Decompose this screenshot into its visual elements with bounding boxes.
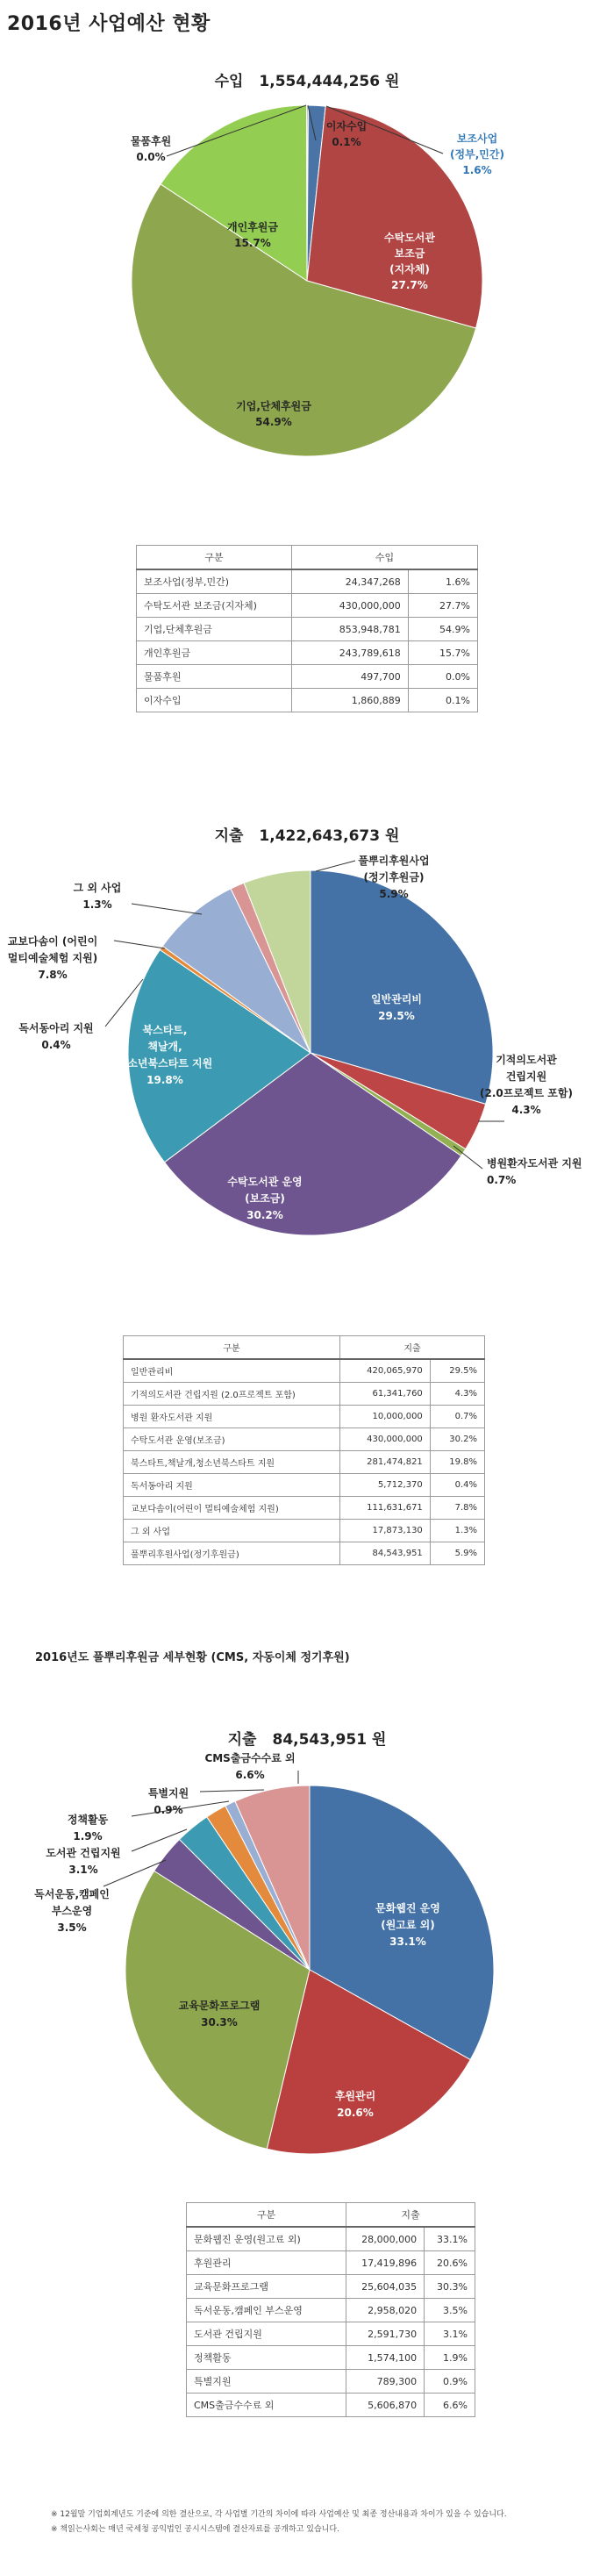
table-header: 지출 bbox=[340, 1336, 485, 1360]
slice-label: 개인후원금 15.7% bbox=[227, 221, 278, 249]
table-cell: 개인후원금 bbox=[137, 641, 292, 665]
slice-label: 병원환자도서관 지원 0.7% bbox=[487, 1157, 582, 1186]
income-pie-chart bbox=[0, 0, 614, 526]
table-cell: 15.7% bbox=[408, 641, 477, 665]
slice-label: 교육문화프로그램 30.3% bbox=[178, 2000, 261, 2029]
slice-label: 독서동아리 지원 0.4% bbox=[18, 1022, 94, 1051]
slice-label: 물품후원 0.0% bbox=[130, 135, 172, 163]
table-cell: 수탁도서관 운영(보조금) bbox=[124, 1428, 340, 1451]
table-cell: 1,574,100 bbox=[346, 2346, 425, 2370]
footnote: ※ 12월말 기업회계년도 기준에 의한 결산으로, 각 사업별 기간의 차이에 따라 사업예산 및 최종 정산내용과 차이가 있을 수 있습니다. bbox=[51, 2510, 507, 2519]
table-cell: 교육문화프로그램 bbox=[187, 2275, 346, 2299]
table-cell: 교보다솜이(어린이 멀티예술체험 지원) bbox=[124, 1497, 340, 1520]
table-header: 수입 bbox=[292, 546, 478, 570]
table-cell: 이자수입 bbox=[137, 689, 292, 712]
table-row bbox=[124, 1542, 485, 1565]
table-cell: 독서운동,캠페인 부스운영 bbox=[187, 2299, 346, 2322]
table-cell: 보조사업(정부,민간) bbox=[137, 569, 292, 594]
table-cell: 0.1% bbox=[408, 689, 477, 712]
table-row bbox=[187, 2299, 475, 2322]
table-row bbox=[124, 1359, 485, 1383]
table-cell: 430,000,000 bbox=[340, 1428, 431, 1451]
table-cell: 28,000,000 bbox=[346, 2227, 425, 2251]
table-row bbox=[187, 2394, 475, 2417]
table-row bbox=[187, 2370, 475, 2394]
table-cell: 1.9% bbox=[425, 2346, 475, 2370]
slice-label: CMS출금수수료 외 6.6% bbox=[204, 1752, 296, 1781]
leader-line bbox=[132, 904, 202, 914]
slice-label: 문화웹진 운영 (원고료 외) 33.1% bbox=[375, 1902, 440, 1948]
footnote: ※ 책읽는사회는 매년 국세청 공익법인 공시시스템에 결산자료를 공개하고 있습니다. bbox=[51, 2525, 339, 2534]
slice-label: 풀뿌리후원사업 (정기후원금) 5.9% bbox=[358, 855, 430, 900]
table-row bbox=[124, 1474, 485, 1497]
page-title: 2016년 사업예산 현황 bbox=[7, 13, 211, 35]
table-cell: 물품후원 bbox=[137, 665, 292, 689]
table-cell: 북스타트,책날개,청소년북스타트 지원 bbox=[124, 1451, 340, 1474]
table-cell: 문화웹진 운영(원고료 외) bbox=[187, 2227, 346, 2251]
table-cell: 853,948,781 bbox=[292, 618, 409, 641]
table-cell: 430,000,000 bbox=[292, 594, 409, 618]
footnotes bbox=[51, 2508, 507, 2537]
table-row bbox=[124, 1497, 485, 1520]
expense-pie-chart bbox=[0, 842, 614, 1263]
table-row bbox=[187, 2251, 475, 2275]
table-row bbox=[137, 569, 478, 594]
table-row bbox=[187, 2322, 475, 2346]
table-cell: 1.3% bbox=[430, 1520, 484, 1542]
table-cell: 789,300 bbox=[346, 2370, 425, 2394]
table-cell: 기업,단체후원금 bbox=[137, 618, 292, 641]
slice-label: 일반관리비 29.5% bbox=[371, 993, 422, 1022]
table-cell: 정책활동 bbox=[187, 2346, 346, 2370]
table-cell: 6.6% bbox=[425, 2394, 475, 2417]
table-cell: 수탁도서관 보조금(지자체) bbox=[137, 594, 292, 618]
table-cell: 420,065,970 bbox=[340, 1359, 431, 1383]
table-row bbox=[124, 1451, 485, 1474]
table-cell: 0.7% bbox=[430, 1406, 484, 1428]
table-cell: 도서관 건립지원 bbox=[187, 2322, 346, 2346]
leader-line bbox=[200, 1790, 264, 1792]
table-cell: 특별지원 bbox=[187, 2370, 346, 2394]
grassroots-pie-chart bbox=[0, 1752, 614, 2193]
table-cell: 10,000,000 bbox=[340, 1406, 431, 1428]
table-cell: 33.1% bbox=[425, 2227, 475, 2251]
table-row bbox=[124, 1406, 485, 1428]
table-row bbox=[137, 665, 478, 689]
table-row bbox=[124, 1520, 485, 1542]
grassroots-title-label: 지출 bbox=[227, 1731, 257, 1749]
table-cell: 497,700 bbox=[292, 665, 409, 689]
slice-label: 교보다솜이 (어린이 멀티예술체험 지원) 7.8% bbox=[7, 935, 98, 981]
table-cell: 2,591,730 bbox=[346, 2322, 425, 2346]
table-cell: 일반관리비 bbox=[124, 1359, 340, 1383]
grassroots-chart-title bbox=[0, 1727, 614, 1749]
table-header: 구분 bbox=[124, 1336, 340, 1360]
table-cell: 29.5% bbox=[430, 1359, 484, 1383]
table-row bbox=[137, 689, 478, 712]
table-cell: 0.0% bbox=[408, 665, 477, 689]
slice-label: 보조사업 (정부,민간) 1.6% bbox=[450, 132, 504, 176]
table-cell: 19.8% bbox=[430, 1451, 484, 1474]
table-header: 구분 bbox=[137, 546, 292, 570]
slice-label: 정책활동 1.9% bbox=[67, 1814, 109, 1843]
table-cell: 1,860,889 bbox=[292, 689, 409, 712]
grassroots-total: 84,543,951 원 bbox=[272, 1731, 387, 1749]
table-cell: 3.1% bbox=[425, 2322, 475, 2346]
table-row bbox=[124, 1383, 485, 1406]
table-row bbox=[187, 2346, 475, 2370]
slice-label: 기업,단체후원금 54.9% bbox=[236, 400, 311, 428]
table-cell: 0.9% bbox=[425, 2370, 475, 2394]
income-title-label: 수입 bbox=[214, 73, 244, 90]
income-total: 1,554,444,256 원 bbox=[259, 73, 400, 90]
table-cell: 2,958,020 bbox=[346, 2299, 425, 2322]
table-cell: 281,474,821 bbox=[340, 1451, 431, 1474]
table-cell: 243,789,618 bbox=[292, 641, 409, 665]
table-row bbox=[137, 641, 478, 665]
slice-label: 북스타트, 책날개, 청소년북스타트 지원 19.8% bbox=[117, 1024, 213, 1086]
slice-label: 후원관리 20.6% bbox=[334, 2090, 376, 2119]
table-cell: 111,631,671 bbox=[340, 1497, 431, 1520]
table-row bbox=[124, 1428, 485, 1451]
table-cell: 17,873,130 bbox=[340, 1520, 431, 1542]
table-cell: 1.6% bbox=[408, 569, 477, 594]
slice-label: 독서운동,캠페인 부스운영 3.5% bbox=[34, 1888, 110, 1934]
table-cell: 3.5% bbox=[425, 2299, 475, 2322]
slice-label: 이자수입 0.1% bbox=[325, 120, 368, 148]
table-cell: 5,712,370 bbox=[340, 1474, 431, 1497]
table-cell: 17,419,896 bbox=[346, 2251, 425, 2275]
table-cell: 30.2% bbox=[430, 1428, 484, 1451]
expense-total: 1,422,643,673 원 bbox=[259, 827, 400, 845]
table-cell: 4.3% bbox=[430, 1383, 484, 1406]
table-cell: CMS출금수수료 외 bbox=[187, 2394, 346, 2417]
slice-label: 특별지원 0.9% bbox=[147, 1787, 189, 1816]
table-cell: 30.3% bbox=[425, 2275, 475, 2299]
leader-line bbox=[316, 861, 355, 871]
slice-label: 수탁도서관 운영 (보조금) 30.2% bbox=[227, 1176, 303, 1221]
slice-label: 도서관 건립지원 3.1% bbox=[46, 1847, 121, 1876]
table-cell: 후원관리 bbox=[187, 2251, 346, 2275]
table-cell: 24,347,268 bbox=[292, 569, 409, 594]
table-cell: 20.6% bbox=[425, 2251, 475, 2275]
table-cell: 25,604,035 bbox=[346, 2275, 425, 2299]
table-cell: 27.7% bbox=[408, 594, 477, 618]
expense-title-label: 지출 bbox=[214, 827, 244, 845]
slice-label: 수탁도서관 보조금 (지자체) 27.7% bbox=[384, 232, 435, 291]
grassroots-subtitle: 2016년도 풀뿌리후원금 세부현황 (CMS, 자동이체 정기후원) bbox=[35, 1651, 350, 1664]
table-cell: 7.8% bbox=[430, 1497, 484, 1520]
table-row bbox=[137, 618, 478, 641]
grassroots-table bbox=[186, 2202, 475, 2417]
table-cell: 5,606,870 bbox=[346, 2394, 425, 2417]
table-cell: 병원 환자도서관 지원 bbox=[124, 1406, 340, 1428]
table-cell: 풀뿌리후원사업(정기후원금) bbox=[124, 1542, 340, 1565]
table-row bbox=[187, 2275, 475, 2299]
table-cell: 0.4% bbox=[430, 1474, 484, 1497]
table-cell: 기적의도서관 건립지원 (2.0프로젝트 포함) bbox=[124, 1383, 340, 1406]
leader-line bbox=[114, 941, 165, 948]
slice-label: 기적의도서관 건립지원 (2.0프로젝트 포함) 4.3% bbox=[480, 1054, 573, 1116]
table-cell: 5.9% bbox=[430, 1542, 484, 1565]
expense-table bbox=[123, 1335, 485, 1565]
table-row bbox=[187, 2227, 475, 2251]
slice-label: 그 외 사업 1.3% bbox=[73, 882, 122, 911]
table-cell: 61,341,760 bbox=[340, 1383, 431, 1406]
table-cell: 그 외 사업 bbox=[124, 1520, 340, 1542]
table-cell: 독서동아리 지원 bbox=[124, 1474, 340, 1497]
table-cell: 84,543,951 bbox=[340, 1542, 431, 1565]
income-table bbox=[136, 545, 478, 712]
table-header: 지출 bbox=[346, 2203, 475, 2228]
table-header: 구분 bbox=[187, 2203, 346, 2228]
table-cell: 54.9% bbox=[408, 618, 477, 641]
table-row bbox=[137, 594, 478, 618]
